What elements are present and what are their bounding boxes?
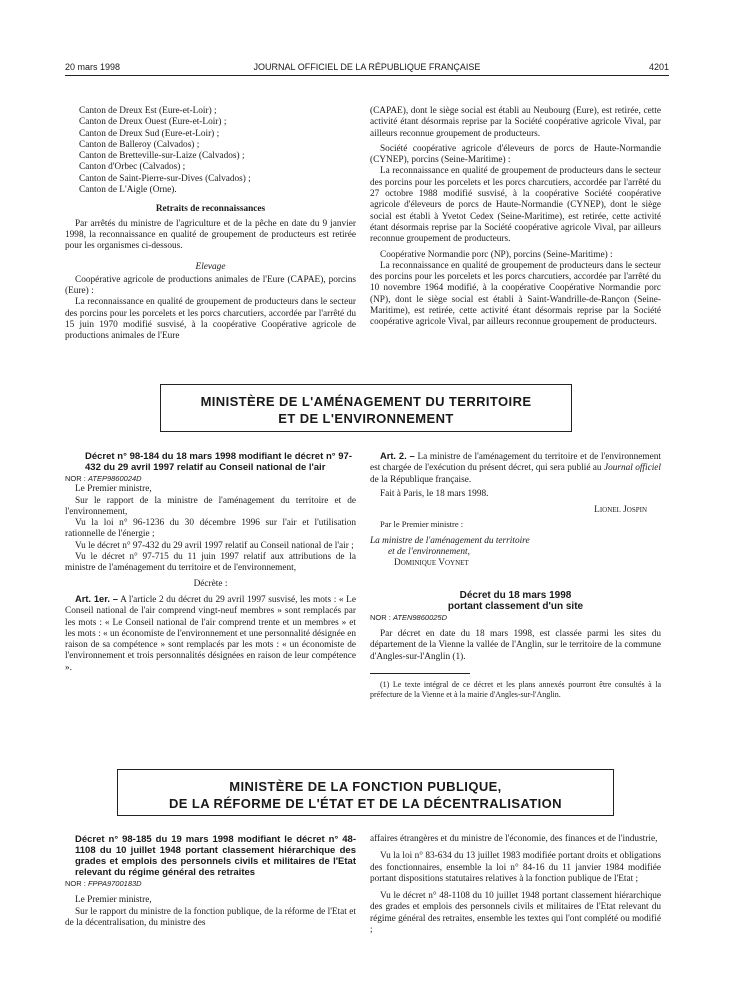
decree3-preamble: Le Premier ministre, (75, 895, 152, 906)
par-le-premier-ministre: Par le Premier ministre : (380, 519, 464, 530)
decree3-nor (65, 878, 356, 889)
ministry-heading-line: DE LA RÉFORME DE L'ÉTAT ET DE LA DÉCENTRALISATION (169, 796, 562, 811)
decree3-right-column (370, 834, 661, 936)
decree1-preamble: Sur le rapport de la ministre de l'aménagement du territoire et de l'environnement, (65, 495, 356, 517)
canton-item: Canton de Dreux Sud (Eure-et-Loir) ; (79, 128, 220, 139)
canton-item: Canton de L'Aigle (Orne). (79, 185, 177, 196)
decrete-line: Décrète : (193, 578, 228, 589)
decree3-column (65, 834, 356, 929)
decree2-paragraph: Par décret en date du 18 mars 1998, est classée parmi les sites du département de la Vienne la vallée de l'Anglin, sur le territoire de la commune d'Angles-sur-l'Anglin (1). (370, 628, 661, 662)
decree2-title-line1: Décret du 18 mars 1998 (459, 589, 572, 601)
nor-label: NOR : (65, 474, 86, 483)
journal-officiel-italic: Journal officiel (603, 463, 662, 474)
decree3-preamble: affaires étrangères et du ministre de l'économie, des finances et de l'industrie, (370, 834, 658, 844)
decree1-nor (65, 473, 356, 484)
article-2-label: Art. 2. – (380, 451, 415, 461)
retraits-heading: Retraits de reconnaissances (155, 204, 266, 215)
elevage-heading: Elevage (195, 261, 226, 272)
nor-code: FPPA9700183D (87, 879, 142, 888)
coop2-name: Société coopérative agricole d'éleveurs de porcs de Haute-Normandie (CYNEP), porcins (Seine-Maritime) : (370, 143, 661, 166)
signature-pm: Lionel Jospin (594, 505, 647, 516)
decree1-title: Décret n° 98-184 du 18 mars 1998 modifiant le décret n° 97-432 du 29 avril 1997 relatif au Conseil national de l'air (85, 451, 352, 473)
nor-label: NOR : (65, 879, 86, 888)
decree1-preamble: Le Premier ministre, (75, 484, 152, 495)
coop2-paragraph: La reconnaissance en qualité de groupement de producteurs dans le secteur des porcins pour les porcelets et les porcs charcutiers, accordée par l'arrêté du 27 octobre 1988 modifié susvisé, à la coopérative Société coopérative agricole d'éleveurs de porcs de Haute-Normandie (CYNEP), dont le siège social est établi à Yvetot Cedex (Seine-Maritime), est retirée, cette activité étant désormais reprise par la Société coopérative agricole Vival, par ailleurs reconnue groupement de producteurs. (370, 166, 661, 245)
signature-ministre: Dominique Voynet (394, 558, 469, 569)
top-left-column (65, 106, 356, 343)
canton-item: Canton de Dreux Est (Eure-et-Loir) ; (79, 106, 217, 116)
article-1 (65, 594, 356, 674)
decree3-preamble: Sur le rapport du ministre de la fonction publique, de la réforme de l'Etat et de la décentralisation, du ministre des (65, 906, 356, 928)
header-date: 20 mars 1998 (65, 62, 121, 72)
decree2-title-line2: portant classement d'un site (447, 600, 584, 612)
ministry-heading-line: MINISTÈRE DE LA FONCTION PUBLIQUE, (229, 779, 502, 794)
nor-code: ATEP9860024D (87, 474, 142, 483)
nor-code: ATEN9860025D (392, 612, 447, 622)
ministry-heading-line: ET DE L'ENVIRONNEMENT (278, 411, 454, 426)
decree2-footnote: (1) Le texte intégral de ce décret et les plans annexés pourront être consultés à la préfecture de la Vienne et à la mairie d'Angles-sur-l'Anglin. (370, 679, 661, 699)
ministre-title-line2: et de l'environnement, (388, 547, 470, 558)
article-2 (370, 451, 661, 486)
header-journal-title: JOURNAL OFFICIEL DE LA RÉPUBLIQUE FRANÇAISE (253, 62, 481, 72)
nor-label: NOR : (370, 612, 391, 622)
coop1-continuation: (CAPAE), dont le siège social est établi au Neubourg (Eure), est retirée, cette activité étant désormais reprise par la Société coopérative agricole Vival, par ailleurs reconnue groupement de producteurs. (370, 106, 661, 139)
decree3-preamble: Vu la loi n° 83-634 du 13 juillet 1983 modifiée portant droits et obligations des fonctionnaires, ensemble la loi n° 84-16 du 11 janvier 1984 modifiée portant dispositions statutaires relatives à la fonction publique de l'Etat ; (370, 851, 661, 884)
header-rule (65, 75, 669, 76)
canton-item: Canton de Dreux Ouest (Eure-et-Loir) ; (79, 117, 227, 128)
decree1-preamble: Vu le décret n° 97-715 du 11 juin 1997 relatif aux attributions de la ministre de l'aménagement du territoire et de l'environnement, (65, 552, 356, 574)
canton-item: Canton de Bretteville-sur-Laize (Calvados) ; (79, 151, 245, 162)
canton-item: Canton d'Orbec (Calvados) ; (79, 162, 186, 173)
coop1-paragraph: La reconnaissance en qualité de groupement de producteurs dans le secteur des porcins pour les porcelets et les porcs charcutiers, accordée par l'arrêté du 15 juin 1970 modifié susvisé, à la coopérative Coopérative agricole de productions animales de l'Eure (65, 297, 356, 342)
page-header (65, 62, 669, 76)
ministre-title-line1: La ministre de l'aménagement du territoire (370, 535, 530, 546)
ministry-heading-box (160, 384, 572, 432)
decree3-title: Décret n° 98-185 du 19 mars 1998 modifiant le décret n° 48-1108 du 10 juillet 1948 portant classement hiérarchique des grades et emplois des personnels civils et militaires de l'Etat relevant du régime général des retraites (75, 834, 356, 878)
decree1-right-column (370, 451, 661, 700)
ministry-heading-line: MINISTÈRE DE L'AMÉNAGEMENT DU TERRITOIRE (200, 394, 532, 409)
coop1-name: Coopérative agricole de productions animales de l'Eure (CAPAE), porcins (Eure) : (65, 274, 356, 297)
article-2-end: de la République française. (370, 474, 472, 485)
retraits-paragraph: Par arrêtés du ministre de l'agriculture et de la pêche en date du 9 janvier 1998, la reconnaissance en qualité de groupement de producteurs est retirée pour les organismes ci-dessous. (65, 218, 356, 252)
top-right-column (370, 106, 661, 329)
canton-item: Canton de Saint-Pierre-sur-Dives (Calvados) ; (79, 173, 251, 184)
decree1-column (65, 451, 356, 674)
decree2-nor (370, 612, 661, 623)
article-1-text: A l'article 2 du décret du 29 avril 1997 susvisé, les mots : « Le Conseil national de l'air comprend vingt-neuf membres » sont remplacés par les mots : « Le Conseil national de l'air comprend trente et un membres » et les mots : « un économiste de l'environnement et une personnalité désignée en raison de sa compétence » sont remplacés par les mots : « un économiste de l'environnement et trois personnalités désignées en raison de leur compétence ». (65, 594, 356, 673)
fait-line: Fait à Paris, le 18 mars 1998. (380, 488, 489, 499)
ministry-heading-box (117, 769, 614, 816)
coop3-name: Coopérative Normandie porc (NP), porcins (Seine-Maritime) : (380, 249, 613, 260)
decree3-preamble: Vu le décret n° 48-1108 du 10 juillet 1948 portant classement hiérarchique des grades et emplois des personnels civils et militaires de l'Etat relevant du régime général des retraites, ensemble les textes qui l'ont complété ou modifié ; (370, 891, 661, 936)
coop3-paragraph: La reconnaissance en qualité de groupement de producteurs dans le secteur des porcins pour les porcelets et les porcs charcutiers, accordée par l'arrêté du 10 novembre 1964 modifié, à la coopérative Coopérative Normandie porc (NP), dont le siège social est établi à Saint-Wandrille-de-Rançon (Seine-Maritime), est retirée, cette activité étant désormais reprise par la Société coopérative agricole Vival, par ailleurs reconnue groupement de producteurs. (370, 260, 661, 328)
decree1-preamble: Vu la loi n° 96-1236 du 30 décembre 1996 sur l'air et l'utilisation rationnelle de l'énergie ; (65, 518, 356, 540)
header-page-number: 4201 (648, 62, 669, 72)
canton-item: Canton de Balleroy (Calvados) ; (79, 139, 200, 150)
article-2-text: La ministre de l'aménagement du territoire et de l'environnement est chargée de l'exécution du présent décret, qui sera publié au (370, 452, 661, 474)
footnote-rule (370, 673, 470, 674)
decree1-preamble: Vu le décret n° 97-432 du 29 avril 1997 relatif au Conseil national de l'air ; (75, 540, 354, 551)
article-1-label: Art. 1er. – (75, 593, 118, 604)
